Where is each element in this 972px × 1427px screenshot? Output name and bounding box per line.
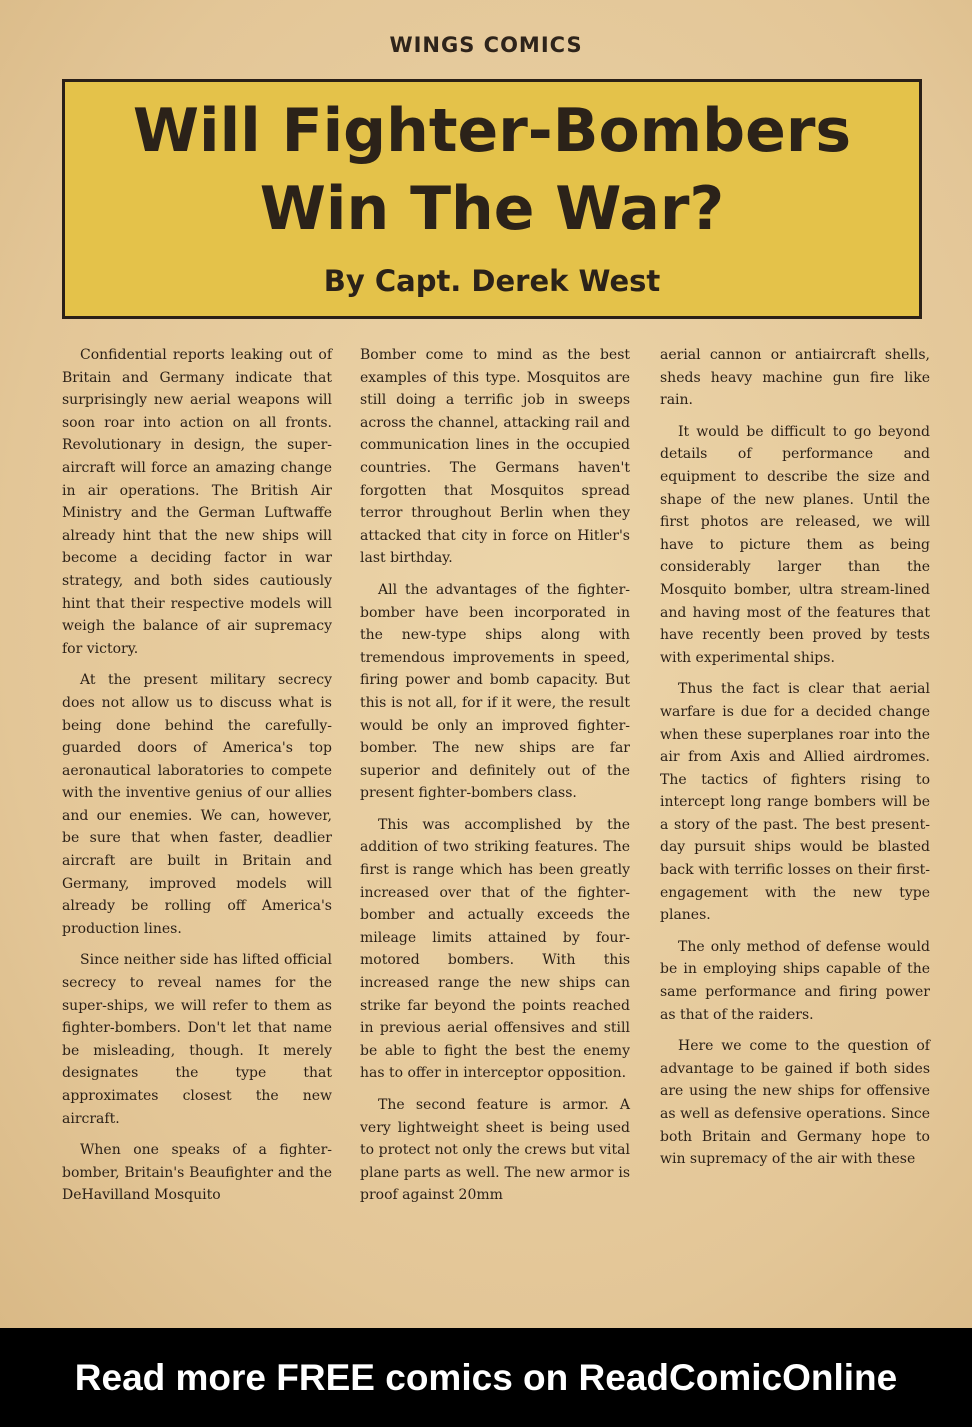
article-title-line-2: Win The War? (259, 174, 725, 244)
paragraph: This was accomplished by the addition of two striking features. The first is range which has been greatly increased over that of the fighter-bomber and actually exceeds the mileage limits attained by four-motored bombers. With this increased range the new ships can strike far beyond the points reached in previous aerial offensives and still be able to fight the best the enemy has to offer in interceptor opposition. (360, 816, 630, 1082)
article-title-line-1: Will Fighter-Bombers (132, 96, 852, 166)
article-column-2 (360, 344, 630, 1216)
paragraph: aerial cannon or antiaircraft shells, sheds heavy machine gun fire like rain. (660, 347, 930, 409)
paragraph: At the present military secrecy does not allow us to discuss what is being done behind the carefully-guarded doors of America's top aeronautical laboratories to compete with the inventive genius of our allies and our enemies. We can, however, be sure that when faster, deadlier aircraft are built in Britain and Germany, improved models will already be rolling off America's production lines. (62, 672, 332, 937)
paragraph: Confidential reports leaking out of Britain and Germany indicate that surprisingly new aerial weapons will soon roar into action on all fronts. Revolutionary in design, the super-aircraft will force an amazing change in air operations. The British Air Ministry and the German Luftwaffe already hint that the new ships will become a deciding factor in war strategy, and both sides cautiously hint that their respective models will weigh the balance of air supremacy for victory. (62, 347, 332, 657)
paragraph: Thus the fact is clear that aerial warfare is due for a decided change when these superplanes roar into the air from Axis and Allied airdromes. The tactics of fighters rising to intercept long range bombers will be a story of the past. The best present-day pursuit ships would be blasted back with terrific losses on their first-engagement with the new type planes. (660, 681, 930, 924)
paragraph: It would be difficult to go beyond details of performance and equipment to describe the size and shape of the new planes. Until the first photos are released, we will have to picture them as being considerably larger than the Mosquito bomber, ultra stream-lined and having most of the features that have recently been proved by tests with experimental ships. (660, 423, 930, 666)
title-box (62, 79, 922, 319)
promo-banner[interactable]: Read more FREE comics on ReadComicOnline (0, 1328, 972, 1427)
paragraph: All the advantages of the fighter-bomber have been incorporated in the new-type ships along with tremendous improvements in speed, firing power and bomb capacity. But this is not all, for if it were, the result would be only an improved fighter-bomber. The new ships are far superior and definitely out of the present fighter-bombers class. (360, 581, 630, 802)
paragraph: Bomber come to mind as the best examples of this type. Mosquitos are still doing a terrific job in sweeps across the channel, attacking rail and communication lines in the occupied countries. The Germans haven't forgotten that Mosquitos spread terror throughout Berlin when they attacked that city in force on Hitler's last birthday. (360, 347, 630, 567)
running-head: WINGS COMICS (389, 33, 583, 57)
article-column-3 (660, 344, 930, 1180)
paragraph: Since neither side has lifted official secrecy to reveal names for the super-ships, we will refer to them as fighter-bombers. Don't let that name be misleading, though. It merely designates the type that approximates closest the new aircraft. (62, 952, 332, 1127)
paragraph: The only method of defense would be in employing ships capable of the same performance and firing power as that of the raiders. (660, 938, 930, 1023)
paragraph: Here we come to the question of advantage to be gained if both sides are using the new ships for offensive as well as defensive operations. Since both Britain and Germany hope to win supremacy of the air with these (660, 1038, 930, 1168)
article-byline: By Capt. Derek West (323, 264, 661, 298)
paragraph: The second feature is armor. A very lightweight sheet is being used to protect not only the crews but vital plane parts as well. The new armor is proof against 20mm (360, 1097, 630, 1204)
article-column-1 (62, 344, 332, 1216)
paragraph: When one speaks of a fighter-bomber, Britain's Beaufighter and the DeHavilland Mosquito (62, 1142, 332, 1204)
